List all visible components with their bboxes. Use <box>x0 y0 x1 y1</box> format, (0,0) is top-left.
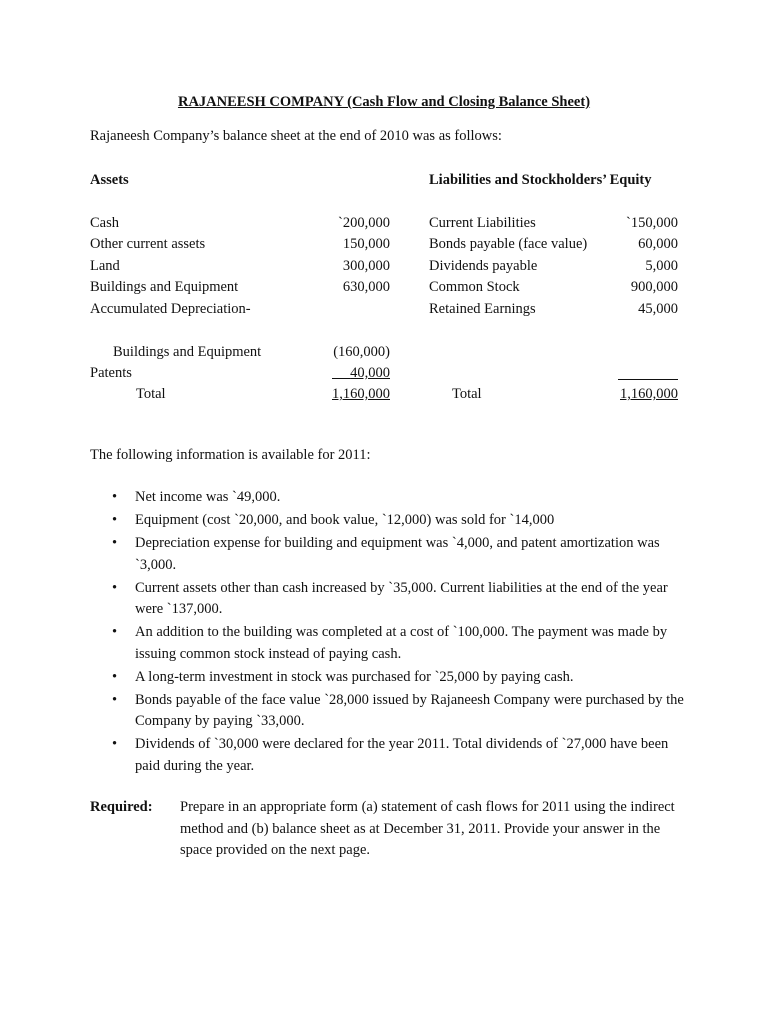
asset-value-other-current: 150,000 <box>342 236 390 252</box>
assets-total-label: Total <box>136 386 166 402</box>
liab-value-retained: 45,000 <box>638 301 678 317</box>
bullet-text: Depreciation expense for building and equipment was `4,000, and patent amortization was `3,000. <box>135 535 660 573</box>
bullet-icon: • <box>112 736 118 752</box>
liab-subtotal-rule <box>618 379 678 380</box>
required-label: Required: <box>90 799 153 815</box>
liab-label-common-stock: Common Stock <box>429 279 520 295</box>
bullet-icon: • <box>112 624 118 640</box>
bullet-icon: • <box>112 535 118 551</box>
liab-label-retained: Retained Earnings <box>429 301 536 317</box>
asset-label-cash: Cash <box>90 215 119 231</box>
info-bullet-list <box>90 487 690 779</box>
asset-value-land: 300,000 <box>342 258 390 274</box>
list-item <box>90 690 690 733</box>
list-item <box>90 734 690 777</box>
liab-label-dividends: Dividends payable <box>429 258 538 274</box>
asset-value-patents-text: 40,000 <box>350 365 390 381</box>
liab-value-common-stock: 900,000 <box>630 279 678 295</box>
liabilities-heading: Liabilities and Stockholders’ Equity <box>429 172 652 188</box>
asset-label-other-current: Other current assets <box>90 236 206 252</box>
asset-label-accum-dep-buildings: Buildings and Equipment <box>113 344 262 360</box>
assets-heading: Assets <box>90 172 129 188</box>
bullet-text: Net income was `49,000. <box>135 489 281 505</box>
bullet-text: Dividends of `30,000 were declared for the year 2011. Total dividends of `27,000 have been paid during the year. <box>135 736 669 774</box>
bullet-icon: • <box>112 489 118 505</box>
required-text: Prepare in an appropriate form (a) statement of cash flows for 2011 using the indirect method and (b) balance sheet as at December 31, 2011. Provide your answer in the space provided on the next page. <box>180 799 675 858</box>
page-title: RAJANEESH COMPANY (Cash Flow and Closing Balance Sheet) <box>177 94 591 110</box>
bullet-text: Current assets other than cash increased by `35,000. Current liabilities at the end of the year were `137,000. <box>135 579 668 617</box>
asset-label-patents: Patents <box>90 365 132 381</box>
list-item <box>90 487 690 509</box>
asset-value-accum-dep: (160,000) <box>333 344 390 360</box>
bullet-icon: • <box>112 668 118 685</box>
asset-value-buildings: 630,000 <box>342 279 390 295</box>
liab-value-dividends: 5,000 <box>645 258 678 274</box>
info-intro: The following information is available for 2011: <box>90 447 371 463</box>
asset-value-patents <box>290 365 390 382</box>
list-item <box>90 578 690 621</box>
bullet-icon: • <box>112 512 118 528</box>
asset-label-land: Land <box>90 258 120 274</box>
bullet-text: A long-term investment in stock was purchased for `25,000 by paying cash. <box>135 668 574 685</box>
bullet-text: An addition to the building was completed at a cost of `100,000. The payment was made by issuing common stock instead of paying cash. <box>135 624 668 662</box>
bullet-icon: • <box>112 691 118 708</box>
asset-value-cash: `200,000 <box>338 215 390 231</box>
asset-label-buildings: Buildings and Equipment <box>90 279 239 295</box>
liab-value-bonds: 60,000 <box>638 236 678 252</box>
list-item <box>90 622 690 665</box>
bullet-text: Bonds payable of the face value `28,000 issued by Rajaneesh Company were purchased by the Company by paying `33,000. <box>135 691 684 729</box>
liabilities-total-value: 1,160,000 <box>620 386 678 402</box>
assets-total-value: 1,160,000 <box>332 386 390 402</box>
liab-value-current: `150,000 <box>626 215 678 231</box>
asset-label-accum-dep: Accumulated Depreciation- <box>90 301 251 317</box>
list-item <box>90 510 690 532</box>
bullet-icon: • <box>112 579 118 596</box>
list-item <box>90 667 690 689</box>
liab-label-bonds: Bonds payable (face value) <box>429 236 588 252</box>
bullet-text: Equipment (cost `20,000, and book value, `12,000) was sold for `14,000 <box>135 512 555 528</box>
liabilities-total-label: Total <box>452 386 482 402</box>
liab-label-current: Current Liabilities <box>429 215 536 231</box>
intro-text: Rajaneesh Company’s balance sheet at the end of 2010 was as follows: <box>90 128 502 144</box>
list-item <box>90 533 690 576</box>
